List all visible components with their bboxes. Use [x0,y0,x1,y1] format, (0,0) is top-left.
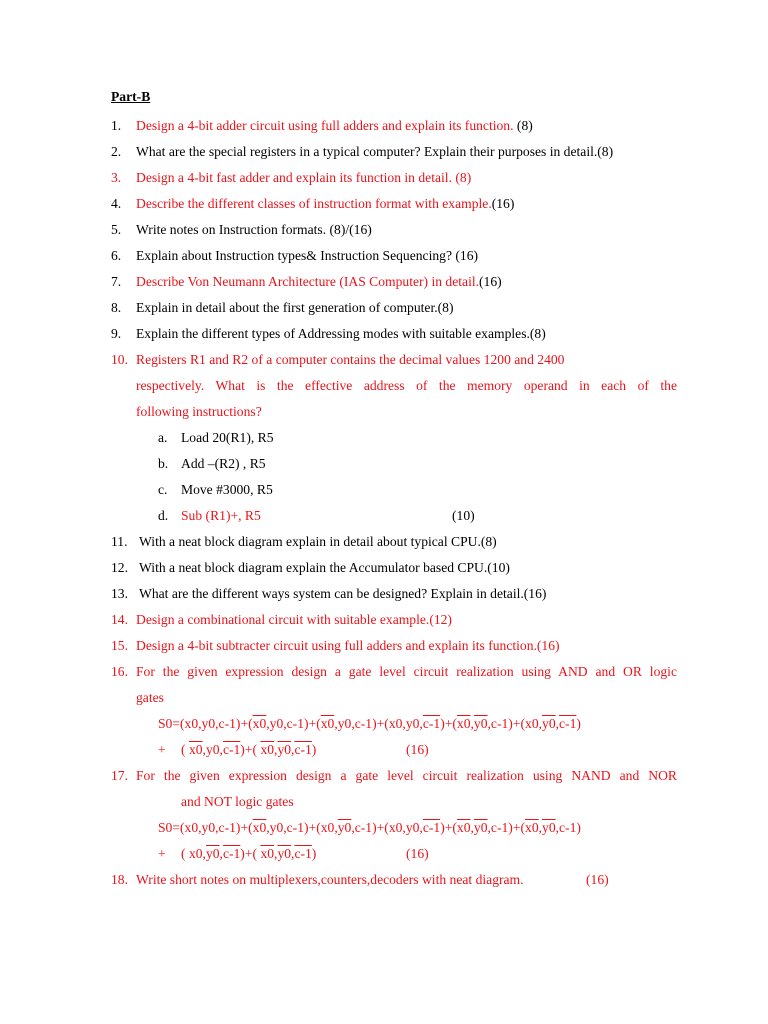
q-number: 7. [111,274,122,289]
boolean-expression-tail: ( x0,y0,c-1)+( x0,y0,c-1) [181,742,317,757]
q-number: 2. [111,144,122,159]
q-number: 4. [111,196,122,211]
q-text: following instructions? [136,404,262,419]
q-number: 15. [111,638,128,653]
sub-label: c. [158,482,168,497]
q-marks: (16) [491,196,515,211]
q-text-highlight: Describe Von Neumann Architecture (IAS Computer) in detail. [136,274,480,289]
q-number: 12. [111,560,128,575]
sub-text: Load 20(R1), R5 [181,430,274,445]
q-text: Write notes on Instruction formats. (8)/(16) [136,222,372,237]
q-number: 8. [111,300,122,315]
q-text: Design a combinational circuit with suitable example.(12) [136,612,452,627]
q-text-highlight: Design a 4-bit adder circuit using full adders and explain its function. [136,118,514,133]
q-text: respectively. What is the effective address of the memory operand in each of the [136,378,677,393]
q-number: 18. [111,872,128,887]
sub-text: Add –(R2) , R5 [181,456,266,471]
q-marks: (16) [586,872,609,887]
expr-plus: + [158,846,166,861]
q-text: Design a 4-bit fast adder and explain its function in detail. (8) [136,170,472,185]
sub-label: b. [158,456,169,471]
q-text: Explain in detail about the first generation of computer.(8) [136,300,454,315]
q-number: 11. [111,534,128,549]
q-number: 6. [111,248,122,263]
q-number: 5. [111,222,122,237]
q-marks: (8) [513,118,533,133]
sub-label: d. [158,508,169,523]
sub-text: Move #3000, R5 [181,482,273,497]
q-text: With a neat block diagram explain in detail about typical CPU.(8) [139,534,497,549]
q-text: gates [136,690,164,705]
q-marks: (16) [406,846,429,861]
q-text: Explain the different types of Addressing modes with suitable examples.(8) [136,326,546,341]
q-text: Registers R1 and R2 of a computer contains the decimal values 1200 and 2400 [136,352,565,367]
q-text: What are the different ways system can be designed? Explain in detail.(16) [139,586,547,601]
sub-text: Sub (R1)+, R5 [181,508,261,523]
q-number: 10. [111,352,128,367]
q-number: 17. [111,768,128,783]
part-heading: Part-B [111,89,151,104]
q-text: What are the special registers in a typical computer? Explain their purposes in detail.(8) [136,144,614,159]
q-text: Write short notes on multiplexers,counters,decoders with neat diagram. [136,872,524,887]
q-text: For the given expression design a gate level circuit realization using AND and OR logic [136,664,677,679]
q-number: 3. [111,170,122,185]
q-number: 13. [111,586,128,601]
boolean-expression-tail: ( x0,y0,c-1)+( x0,y0,c-1) [181,846,317,861]
q-marks: (16) [406,742,429,757]
expr-plus: + [158,742,166,757]
q-marks: (10) [452,508,475,523]
q-text: Design a 4-bit subtracter circuit using full adders and explain its function.(16) [136,638,560,653]
q-number: 14. [111,612,128,627]
q-text: Explain about Instruction types& Instruction Sequencing? (16) [136,248,479,263]
q-text: and NOT logic gates [181,794,294,809]
q-text: For the given expression design a gate level circuit realization using NAND and NOR [136,768,677,783]
boolean-expression: S0=(x0,y0,c-1)+(x0,y0,c-1)+(x0,y0,c-1)+(x0,y0,c-1)+(x0,y0,c-1)+(x0,y0,c-1) [158,716,581,731]
q-number: 1. [111,118,122,133]
q-number: 16. [111,664,128,679]
boolean-expression: S0=(x0,y0,c-1)+(x0,y0,c-1)+(x0,y0,c-1)+(x0,y0,c-1)+(x0,y0,c-1)+(x0,y0,c-1) [158,820,581,835]
q-text: With a neat block diagram explain the Accumulator based CPU.(10) [139,560,510,575]
q-text-highlight: Describe the different classes of instruction format with example. [136,196,492,211]
q-number: 9. [111,326,122,341]
q-marks: (16) [479,274,502,289]
sub-label: a. [158,430,168,445]
